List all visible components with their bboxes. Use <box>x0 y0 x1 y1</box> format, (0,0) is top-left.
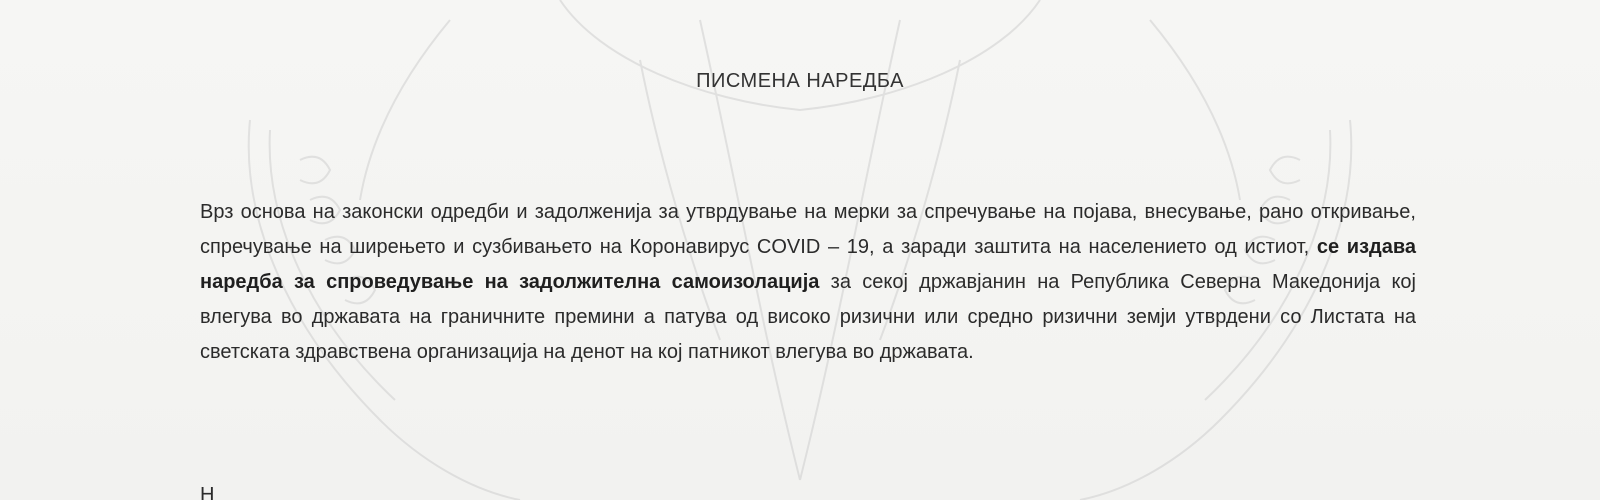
paragraph-text-part2: за секој државјанин на Република Северна Македонија кој влегува во државата на граничните премини а патува од високо ризични или средно ризични земји утврдени со Листата на светската здравствена организација на денот на кој патникот влегува во државата. <box>200 271 1416 363</box>
paragraph-text-part1: Врз основа на законски одредби и задолженија за утврдување на мерки за спречување на појава, внесување, рано откривање, спречување на ширењето и сузбивањето на Коронавирус COVID – 19, а заради заштита на населението од истиот, <box>200 201 1416 258</box>
paragraph-bold-order: се издава наредба за спроведување на задолжителна самоизолација <box>200 236 1417 293</box>
next-paragraph-fragment: Н <box>200 484 215 500</box>
document-title: ПИСМЕНА НАРЕДБА <box>696 70 904 92</box>
body-paragraph <box>200 195 1416 370</box>
